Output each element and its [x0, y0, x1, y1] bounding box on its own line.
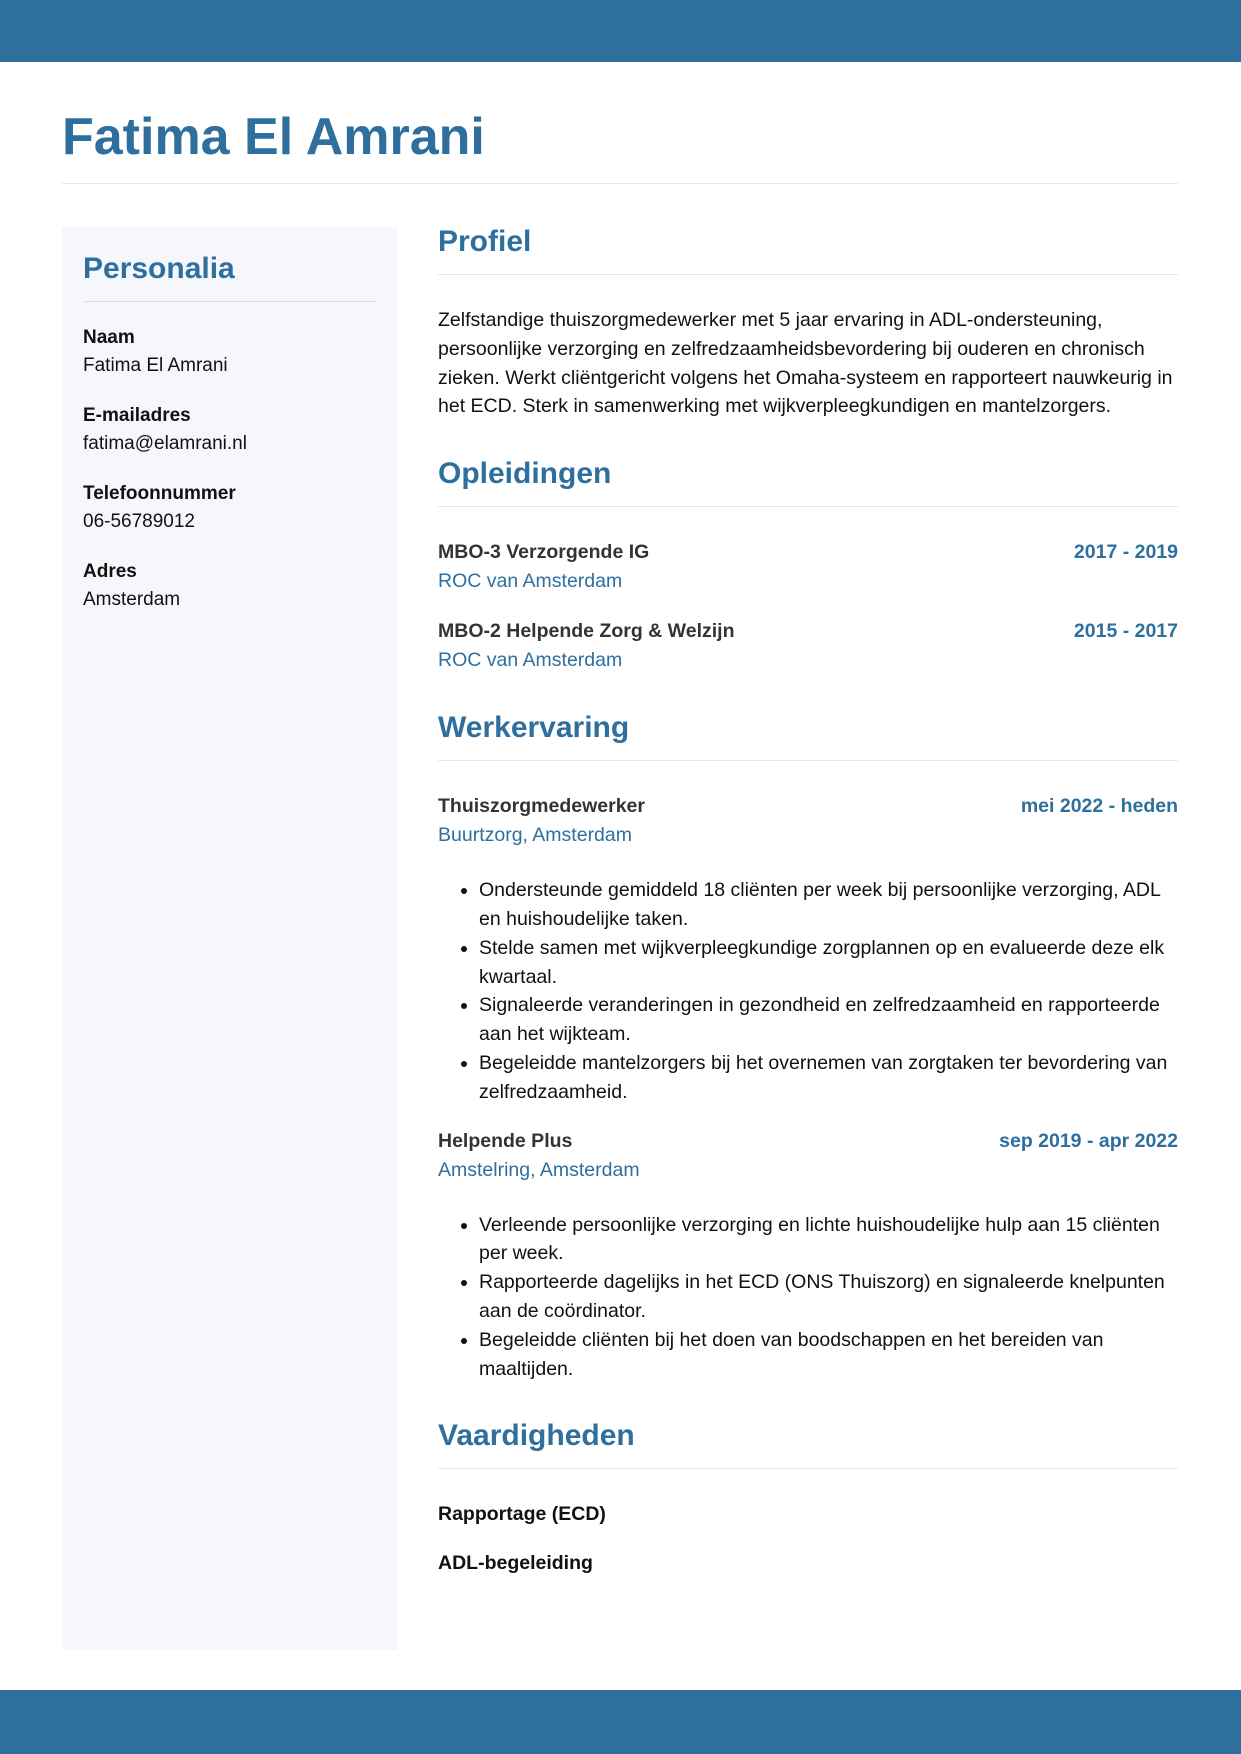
entry-title: Helpende Plus [438, 1129, 573, 1152]
field-label: Naam [83, 327, 135, 348]
bullet-item: • Ondersteunde gemiddeld 18 cliënten per week bij persoonlijke verzorging, ADL en huishoudelijke taken. [479, 876, 1178, 934]
education-list [438, 538, 1178, 675]
experience-entry [438, 1127, 1178, 1384]
field-email [83, 402, 376, 458]
education-entry [438, 538, 1178, 596]
entry-bullets [438, 876, 1178, 1106]
main-content [438, 222, 1178, 1577]
entry-header [438, 1127, 1178, 1155]
entry-employer: Buurtzorg, Amsterdam [438, 824, 632, 847]
field-phone [83, 480, 376, 536]
section-title-education: Opleidingen [438, 454, 1178, 507]
bullet-item: • Stelde samen met wijkverpleegkundige zorgplannen op en evalueerde deze elk kwartaal. [479, 934, 1178, 992]
page-title: Fatima El Amrani [62, 108, 485, 166]
field-value: fatima@elamrani.nl [83, 433, 247, 454]
bullet-item: • Verleende persoonlijke verzorging en lichte huishoudelijke hulp aan 15 cliënten per week. [479, 1211, 1178, 1269]
education-section [438, 454, 1178, 675]
bottom-band [0, 1690, 1241, 1754]
skills-list [438, 1500, 1178, 1577]
bullet-item: • Begeleidde cliënten bij het doen van boodschappen en het bereiden van maaltijden. [479, 1326, 1178, 1384]
entry-dates: mei 2022 - heden [1020, 795, 1178, 818]
field-value: Amsterdam [83, 589, 181, 610]
profile-text: Zelfstandige thuiszorgmedewerker met 5 jaar ervaring in ADL-ondersteuning, persoonlijke verzorging en zelfredzaamheidsbevordering bij ouderen en chronisch zieken. Werkt cliëntgericht volgens het Omaha-systeem en rapporteert nauwkeurig in het ECD. Sterk in samenwerking met wijkverpleegkundigen en mantelzorgers. [438, 309, 1173, 418]
field-value: Fatima El Amrani [83, 355, 228, 376]
field-address [83, 558, 376, 614]
skills-section [438, 1416, 1178, 1577]
skill-item: Rapportage (ECD) [438, 1503, 606, 1526]
field-name [83, 324, 376, 380]
entry-dates: 2015 - 2017 [1073, 620, 1178, 643]
section-title-skills: Vaardigheden [438, 1416, 1178, 1469]
personal-details-sidebar [62, 227, 397, 1650]
entry-title: Thuiszorgmedewerker [438, 795, 645, 818]
sidebar-title: Personalia [83, 249, 376, 302]
entry-title: MBO-2 Helpende Zorg & Welzijn [438, 620, 735, 643]
section-title-experience: Werkervaring [438, 708, 1178, 761]
entry-dates: sep 2019 - apr 2022 [999, 1129, 1178, 1152]
entry-dates: 2017 - 2019 [1073, 541, 1178, 564]
field-label: Telefoonnummer [83, 483, 236, 504]
entry-school: ROC van Amsterdam [438, 570, 623, 593]
bullet-item: • Rapporteerde dagelijks in het ECD (ONS Thuiszorg) en signaleerde knelpunten aan de coördinator. [479, 1268, 1178, 1326]
field-label: Adres [83, 561, 137, 582]
field-value: 06-56789012 [83, 511, 195, 532]
experience-entry [438, 792, 1178, 1106]
experience-section [438, 708, 1178, 1383]
bullet-item: • Signaleerde veranderingen in gezondheid en zelfredzaamheid en rapporteerde aan het wijkteam. [479, 991, 1178, 1049]
education-entry [438, 617, 1178, 675]
skill-item: ADL-begeleiding [438, 1552, 593, 1575]
entry-school: ROC van Amsterdam [438, 649, 623, 672]
entry-header [438, 617, 1178, 645]
field-label: E-mailadres [83, 405, 191, 426]
section-title-profile: Profiel [438, 222, 1178, 275]
entry-bullets [438, 1211, 1178, 1384]
experience-list [438, 792, 1178, 1383]
top-band [0, 0, 1241, 62]
entry-header [438, 538, 1178, 566]
profile-section [438, 222, 1178, 421]
entry-title: MBO-3 Verzorgende IG [438, 541, 650, 564]
bullet-item: • Begeleidde mantelzorgers bij het overnemen van zorgtaken ter bevordering van zelfredzaamheid. [479, 1049, 1178, 1107]
entry-header [438, 792, 1178, 820]
entry-employer: Amstelring, Amsterdam [438, 1158, 640, 1181]
header-divider [62, 183, 1178, 184]
